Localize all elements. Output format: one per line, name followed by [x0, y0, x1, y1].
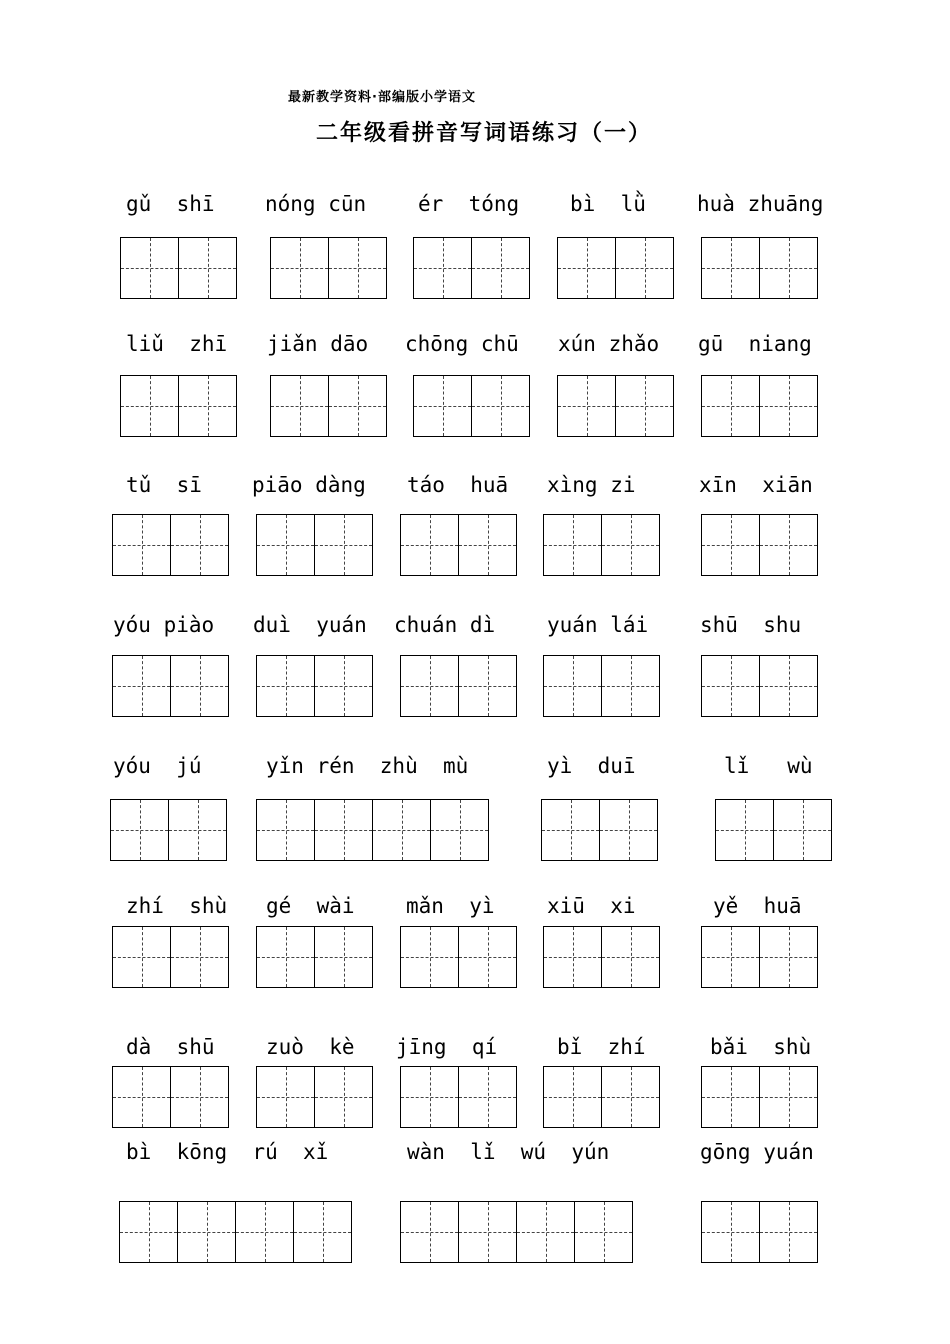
- tianzige-cell[interactable]: [459, 656, 517, 716]
- tianzige-cell[interactable]: [702, 1202, 760, 1262]
- writing-grid[interactable]: [256, 1066, 373, 1128]
- tianzige-cell[interactable]: [257, 800, 315, 860]
- tianzige-cell[interactable]: [716, 800, 774, 860]
- tianzige-cell[interactable]: [113, 1067, 171, 1127]
- writing-grid[interactable]: [400, 926, 517, 988]
- tianzige-cell[interactable]: [315, 1067, 373, 1127]
- tianzige-cell[interactable]: [575, 1202, 633, 1262]
- tianzige-cell[interactable]: [459, 1202, 517, 1262]
- pinyin-prompt: yǐn rén zhù mù: [266, 754, 469, 778]
- tianzige-cell[interactable]: [329, 238, 387, 298]
- tianzige-cell[interactable]: [459, 1067, 517, 1127]
- pinyin-prompt: xìng zi: [547, 473, 636, 497]
- tianzige-cell[interactable]: [257, 1067, 315, 1127]
- writing-grid[interactable]: [270, 237, 387, 299]
- writing-grid[interactable]: [256, 799, 489, 861]
- tianzige-cell[interactable]: [315, 656, 373, 716]
- tianzige-cell[interactable]: [401, 515, 459, 575]
- writing-grid[interactable]: [557, 375, 674, 437]
- tianzige-cell[interactable]: [702, 515, 760, 575]
- writing-grid[interactable]: [256, 514, 373, 576]
- writing-grid[interactable]: [543, 514, 660, 576]
- tianzige-cell[interactable]: [179, 376, 237, 436]
- tianzige-cell[interactable]: [544, 515, 602, 575]
- tianzige-cell[interactable]: [760, 1202, 818, 1262]
- tianzige-cell[interactable]: [774, 800, 832, 860]
- writing-grid[interactable]: [112, 514, 229, 576]
- writing-grid[interactable]: [120, 375, 237, 437]
- tianzige-cell[interactable]: [401, 927, 459, 987]
- pinyin-prompt: huà zhuāng: [697, 192, 824, 216]
- tianzige-cell[interactable]: [257, 515, 315, 575]
- pinyin-prompt: gé wài: [266, 894, 355, 918]
- tianzige-cell[interactable]: [558, 376, 616, 436]
- tianzige-cell[interactable]: [121, 376, 179, 436]
- tianzige-cell[interactable]: [113, 515, 171, 575]
- tianzige-cell[interactable]: [178, 1202, 236, 1262]
- tianzige-cell[interactable]: [702, 376, 760, 436]
- pinyin-prompt: dà shū: [126, 1035, 215, 1059]
- tianzige-cell[interactable]: [169, 800, 227, 860]
- tianzige-cell[interactable]: [431, 800, 489, 860]
- pinyin-prompt: ér tóng: [418, 192, 520, 216]
- writing-grid[interactable]: [541, 799, 658, 861]
- pinyin-prompt: bì lǜ: [570, 192, 646, 216]
- writing-grid[interactable]: [112, 926, 229, 988]
- pinyin-prompt: yóu jú: [113, 754, 202, 778]
- writing-grid[interactable]: [701, 514, 818, 576]
- writing-grid[interactable]: [701, 926, 818, 988]
- tianzige-cell[interactable]: [414, 376, 472, 436]
- tianzige-cell[interactable]: [120, 1202, 178, 1262]
- tianzige-cell[interactable]: [401, 656, 459, 716]
- pinyin-prompt: wàn lǐ wú yún: [407, 1140, 610, 1164]
- tianzige-cell[interactable]: [602, 1067, 660, 1127]
- tianzige-cell[interactable]: [257, 927, 315, 987]
- pinyin-prompt: gǔ shī: [126, 192, 215, 216]
- tianzige-cell[interactable]: [113, 656, 171, 716]
- tianzige-cell[interactable]: [257, 656, 315, 716]
- page-title: 二年级看拼音写词语练习（一）: [316, 121, 653, 146]
- writing-grid[interactable]: [120, 237, 237, 299]
- tianzige-cell[interactable]: [171, 1067, 229, 1127]
- tianzige-cell[interactable]: [329, 376, 387, 436]
- pinyin-prompt: bì kōng rú xǐ: [126, 1140, 329, 1164]
- tianzige-cell[interactable]: [236, 1202, 294, 1262]
- tianzige-cell[interactable]: [171, 656, 229, 716]
- writing-grid[interactable]: [112, 1066, 229, 1128]
- tianzige-cell[interactable]: [544, 927, 602, 987]
- tianzige-cell[interactable]: [702, 1067, 760, 1127]
- pinyin-prompt: gū niang: [698, 332, 812, 356]
- tianzige-cell[interactable]: [373, 800, 431, 860]
- page-header: 最新教学资料·部编版小学语文: [288, 90, 476, 105]
- pinyin-prompt: xīn xiān: [699, 473, 813, 497]
- pinyin-prompt: bǐ zhí: [557, 1035, 646, 1059]
- writing-grid[interactable]: [543, 926, 660, 988]
- tianzige-cell[interactable]: [315, 800, 373, 860]
- pinyin-prompt: xún zhǎo: [558, 332, 660, 356]
- tianzige-cell[interactable]: [602, 927, 660, 987]
- tianzige-cell[interactable]: [271, 376, 329, 436]
- writing-grid[interactable]: [701, 237, 818, 299]
- tianzige-cell[interactable]: [760, 927, 818, 987]
- pinyin-prompt: yóu piào: [113, 613, 215, 637]
- writing-grid[interactable]: [413, 237, 530, 299]
- writing-grid[interactable]: [256, 926, 373, 988]
- pinyin-prompt: gōng yuán: [700, 1140, 814, 1164]
- pinyin-prompt: yě huā: [713, 894, 802, 918]
- tianzige-cell[interactable]: [760, 238, 818, 298]
- pinyin-prompt: bǎi shù: [710, 1035, 812, 1059]
- pinyin-prompt: xiū xi: [547, 894, 636, 918]
- tianzige-cell[interactable]: [600, 800, 658, 860]
- tianzige-cell[interactable]: [459, 927, 517, 987]
- pinyin-prompt: yì duī: [547, 754, 636, 778]
- tianzige-cell[interactable]: [702, 927, 760, 987]
- writing-grid[interactable]: [701, 1066, 818, 1128]
- tianzige-cell[interactable]: [702, 656, 760, 716]
- tianzige-cell[interactable]: [171, 927, 229, 987]
- tianzige-cell[interactable]: [542, 800, 600, 860]
- pinyin-prompt: chuán dì: [394, 613, 496, 637]
- tianzige-cell[interactable]: [558, 238, 616, 298]
- pinyin-prompt: lǐ wù: [724, 754, 813, 778]
- tianzige-cell[interactable]: [472, 376, 530, 436]
- pinyin-prompt: chōng chū: [405, 332, 519, 356]
- writing-grid[interactable]: [400, 514, 517, 576]
- writing-grid[interactable]: [543, 655, 660, 717]
- tianzige-cell[interactable]: [760, 1067, 818, 1127]
- writing-grid[interactable]: [557, 237, 674, 299]
- tianzige-cell[interactable]: [414, 238, 472, 298]
- writing-grid[interactable]: [270, 375, 387, 437]
- pinyin-prompt: mǎn yì: [406, 894, 495, 918]
- tianzige-cell[interactable]: [459, 515, 517, 575]
- writing-grid[interactable]: [701, 655, 818, 717]
- writing-grid[interactable]: [413, 375, 530, 437]
- pinyin-prompt: nóng cūn: [265, 192, 367, 216]
- pinyin-prompt: tǔ sī: [126, 473, 202, 497]
- tianzige-cell[interactable]: [544, 1067, 602, 1127]
- pinyin-prompt: shū shu: [700, 613, 802, 637]
- writing-grid[interactable]: [715, 799, 832, 861]
- pinyin-prompt: jīng qí: [396, 1035, 498, 1059]
- writing-grid[interactable]: [400, 1201, 633, 1263]
- tianzige-cell[interactable]: [121, 238, 179, 298]
- tianzige-cell[interactable]: [602, 515, 660, 575]
- tianzige-cell[interactable]: [616, 238, 674, 298]
- pinyin-prompt: zuò kè: [266, 1035, 355, 1059]
- tianzige-cell[interactable]: [294, 1202, 352, 1262]
- tianzige-cell[interactable]: [113, 927, 171, 987]
- writing-grid[interactable]: [701, 1201, 818, 1263]
- tianzige-cell[interactable]: [401, 1067, 459, 1127]
- tianzige-cell[interactable]: [760, 656, 818, 716]
- tianzige-cell[interactable]: [271, 238, 329, 298]
- pinyin-prompt: jiǎn dāo: [267, 332, 369, 356]
- tianzige-cell[interactable]: [702, 238, 760, 298]
- writing-grid[interactable]: [110, 799, 227, 861]
- tianzige-cell[interactable]: [401, 1202, 459, 1262]
- tianzige-cell[interactable]: [760, 515, 818, 575]
- tianzige-cell[interactable]: [315, 515, 373, 575]
- pinyin-prompt: duì yuán: [253, 613, 367, 637]
- pinyin-prompt: zhí shù: [126, 894, 228, 918]
- writing-grid[interactable]: [701, 375, 818, 437]
- pinyin-prompt: piāo dàng: [252, 473, 366, 497]
- writing-grid[interactable]: [112, 655, 229, 717]
- tianzige-cell[interactable]: [760, 376, 818, 436]
- writing-grid[interactable]: [119, 1201, 352, 1263]
- writing-grid[interactable]: [543, 1066, 660, 1128]
- tianzige-cell[interactable]: [472, 238, 530, 298]
- pinyin-prompt: táo huā: [407, 473, 509, 497]
- pinyin-prompt: liǔ zhī: [126, 332, 228, 356]
- tianzige-cell[interactable]: [616, 376, 674, 436]
- tianzige-cell[interactable]: [179, 238, 237, 298]
- writing-grid[interactable]: [400, 655, 517, 717]
- writing-grid[interactable]: [400, 1066, 517, 1128]
- writing-grid[interactable]: [256, 655, 373, 717]
- tianzige-cell[interactable]: [602, 656, 660, 716]
- tianzige-cell[interactable]: [111, 800, 169, 860]
- pinyin-prompt: yuán lái: [547, 613, 649, 637]
- tianzige-cell[interactable]: [315, 927, 373, 987]
- tianzige-cell[interactable]: [517, 1202, 575, 1262]
- tianzige-cell[interactable]: [171, 515, 229, 575]
- tianzige-cell[interactable]: [544, 656, 602, 716]
